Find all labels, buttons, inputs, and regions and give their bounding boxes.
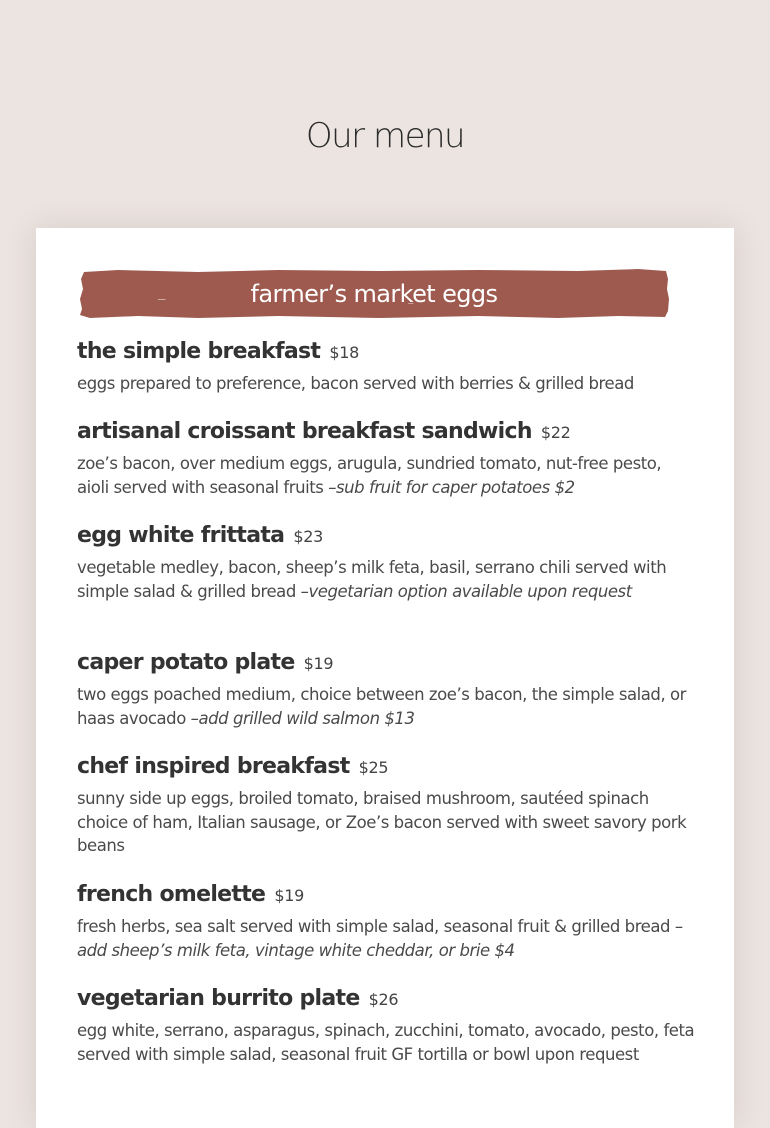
menu-item-name: french omelette — [77, 882, 266, 907]
menu-item-price: $22 — [540, 423, 571, 442]
menu-item-description — [77, 452, 697, 499]
menu-item-heading — [77, 523, 697, 548]
menu-item-note: –vegetarian option available upon request — [300, 581, 632, 601]
menu-item-description — [77, 787, 703, 858]
menu-item-heading — [77, 339, 697, 364]
menu-item — [77, 650, 697, 730]
menu-item-name: caper potato plate — [77, 650, 295, 675]
menu-item — [77, 754, 697, 858]
menu-item-description — [77, 556, 697, 603]
menu-item-description-text: vegetable medley, bacon, sheep’s milk feta, basil, serrano chili served with simple salad & grilled bread — [77, 558, 667, 601]
menu-item-description-text: sunny side up eggs, broiled tomato, braised mushroom, sautéed spinach choice of ham, Italian sausage, or Zoe’s bacon served with sweet savory pork beans — [77, 789, 687, 855]
menu-item-note: –sub fruit for caper potatoes $2 — [328, 477, 575, 497]
menu-item-name: egg white frittata — [77, 523, 285, 548]
menu-item — [77, 339, 697, 396]
menu-item — [77, 986, 697, 1066]
menu-item-name: the simple breakfast — [77, 339, 321, 364]
menu-item-description-text: zoe’s bacon, over medium eggs, arugula, sundried tomato, nut-free pesto, aioli served with seasonal fruits — [77, 454, 662, 497]
menu-item-note: –add grilled wild salmon $13 — [190, 708, 415, 728]
menu-item-heading — [77, 882, 697, 907]
menu-item-description — [77, 683, 697, 730]
menu-item-price: $25 — [358, 758, 389, 777]
menu-item-price: $19 — [303, 654, 334, 673]
section-banner — [78, 269, 670, 320]
menu-item — [77, 523, 697, 603]
menu-item-description-text: two eggs poached medium, choice between zoe’s bacon, the simple salad, or haas avocado — [77, 685, 687, 728]
menu-item-name: chef inspired breakfast — [77, 754, 350, 779]
menu-item — [77, 419, 697, 499]
menu-item-name: vegetarian burrito plate — [77, 986, 360, 1011]
menu-item-note: –add sheep’s milk feta, vintage white cheddar, or brie $4 — [77, 917, 683, 960]
menu-item-description-text: egg white, serrano, asparagus, spinach, zucchini, tomato, avocado, pesto, feta served with simple salad, seasonal fruit GF tortilla or bowl upon request — [77, 1021, 695, 1064]
menu-item-heading — [77, 650, 697, 675]
menu-item-description-text: fresh herbs, sea salt served with simple salad, seasonal fruit & grilled bread — [77, 917, 675, 936]
section-title: farmer’s market eggs — [250, 280, 498, 308]
menu-item-description — [77, 915, 697, 962]
menu-item-description — [77, 372, 703, 396]
menu-card — [36, 228, 734, 1128]
menu-item-price: $26 — [368, 990, 399, 1009]
menu-item-price: $23 — [293, 527, 324, 546]
page-title: Our menu — [305, 116, 465, 156]
menu-item-description — [77, 1019, 697, 1066]
menu-item-price: $19 — [274, 886, 304, 905]
menu-item-price: $18 — [329, 343, 359, 362]
menu-item-name: artisanal croissant breakfast sandwich — [77, 419, 532, 444]
menu-item — [77, 882, 697, 962]
menu-item-heading — [77, 754, 697, 779]
menu-item-heading — [77, 419, 697, 444]
menu-item-heading — [77, 986, 697, 1011]
menu-item-description-text: eggs prepared to preference, bacon served with berries & grilled bread — [77, 374, 634, 393]
